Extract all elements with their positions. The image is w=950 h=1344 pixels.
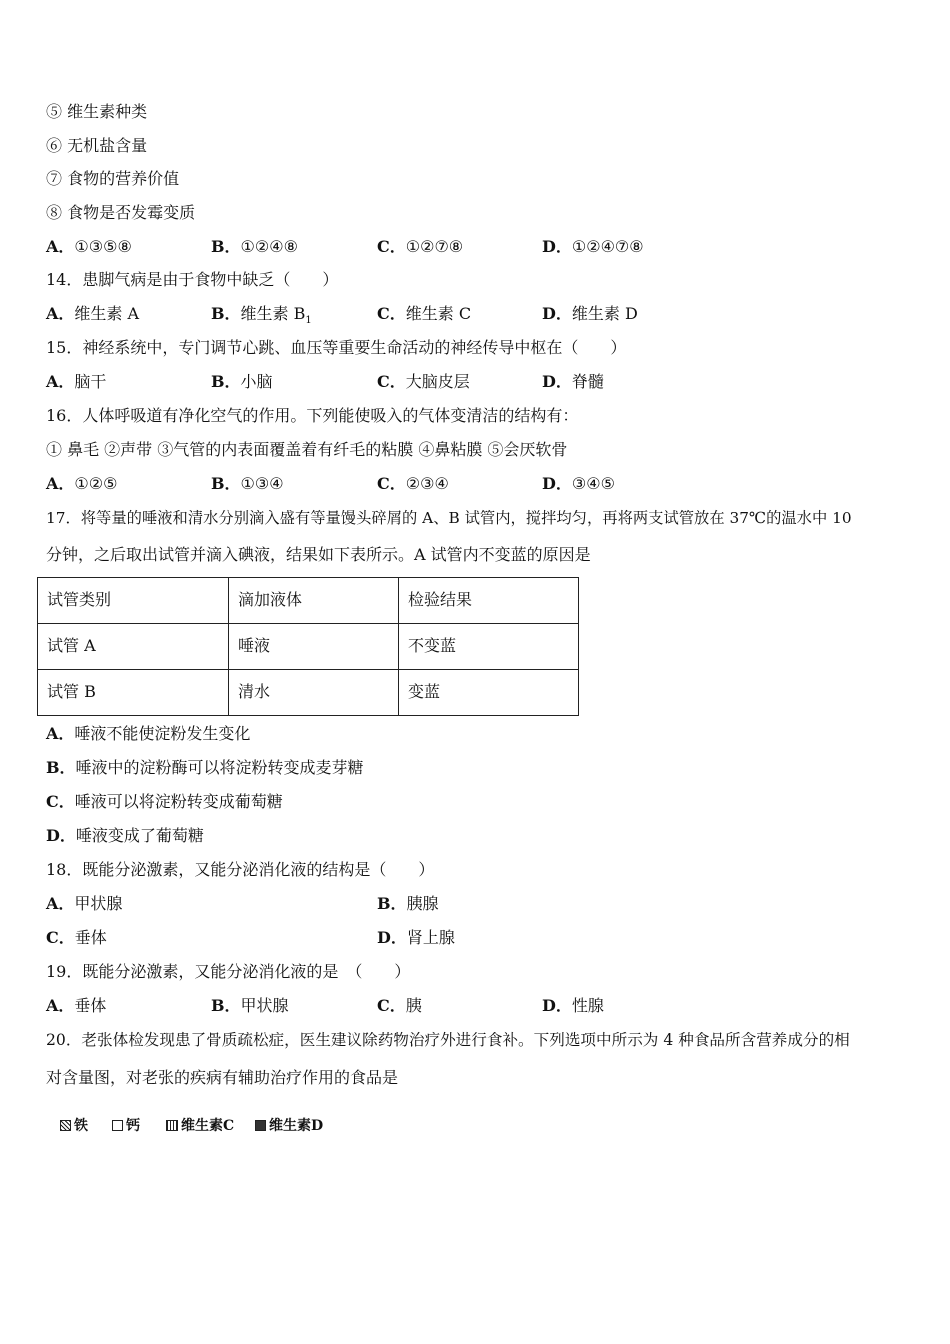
- q16-items: ① 鼻毛 ②声带 ③气管的内表面覆盖着有纤毛的粘膜 ④鼻粘膜 ⑤会厌软骨: [46, 440, 568, 459]
- q15-option-a[interactable]: A．脑干: [46, 372, 107, 391]
- q16-stem: 16．人体呼吸道有净化空气的作用。下列能使吸入的气体变清洁的结构有：: [46, 406, 579, 425]
- q15-stem: 15．神经系统中，专门调节心跳、血压等重要生命活动的神经传导中枢在（ ）: [46, 338, 627, 357]
- q16-option-c[interactable]: C．②③④: [377, 474, 449, 493]
- q17-option-c[interactable]: C．唾液可以将淀粉转变成葡萄糖: [46, 792, 283, 811]
- q16-option-d[interactable]: D．③④⑤: [542, 474, 615, 493]
- table-cell: 试管 B: [38, 670, 229, 716]
- q17-stem-line1: 17．将等量的唾液和清水分别滴入盛有等量馒头碎屑的 A、B 试管内，搅拌均匀，再将两支试管放在 37℃的温水中 10: [46, 509, 852, 527]
- q13-item-5: ⑤ 维生素种类: [46, 102, 148, 121]
- q19-option-d[interactable]: D．性腺: [542, 996, 604, 1015]
- q15-option-c[interactable]: C．大脑皮层: [377, 372, 470, 391]
- q13-item-7: ⑦ 食物的营养价值: [46, 169, 180, 188]
- q20-stem-line1: 20．老张体检发现患了骨质疏松症，医生建议除药物治疗外进行食补。下列选项中所示为 4 种食品所含营养成分的相: [46, 1031, 850, 1049]
- solid-swatch-icon: [255, 1120, 266, 1131]
- q18-option-a[interactable]: A．甲状腺: [46, 894, 123, 913]
- q18-option-c[interactable]: C．垂体: [46, 928, 107, 947]
- striped-swatch-icon: [166, 1120, 178, 1131]
- table-header: 检验结果: [399, 578, 579, 624]
- q17-option-a[interactable]: A．唾液不能使淀粉发生变化: [46, 724, 251, 743]
- q14-option-a[interactable]: A．维生素 A: [46, 304, 140, 323]
- q18-stem: 18．既能分泌激素，又能分泌消化液的结构是（ ）: [46, 860, 435, 879]
- q13-item-6: ⑥ 无机盐含量: [46, 136, 148, 155]
- legend-vitamin-c: 维生素C: [166, 1115, 234, 1135]
- q17-option-d[interactable]: D．唾液变成了葡萄糖: [46, 826, 204, 845]
- q15-option-b[interactable]: B．小脑: [211, 372, 273, 391]
- q19-stem: 19．既能分泌激素，又能分泌消化液的是 （ ）: [46, 962, 411, 981]
- table-header: 滴加液体: [229, 578, 399, 624]
- table-header-row: [38, 578, 579, 624]
- table-cell: 变蓝: [399, 670, 579, 716]
- q19-option-b[interactable]: B．甲状腺: [211, 996, 289, 1015]
- table-cell: 不变蓝: [399, 624, 579, 670]
- q13-option-c[interactable]: C．①②⑦⑧: [377, 237, 464, 256]
- table-header: 试管类别: [38, 578, 229, 624]
- table-row: [38, 624, 579, 670]
- q14-option-b[interactable]: B．维生素 $B_1$: [211, 304, 312, 327]
- q16-option-b[interactable]: B．①③④: [211, 474, 284, 493]
- table-cell: 试管 A: [38, 624, 229, 670]
- q15-option-d[interactable]: D．脊髓: [542, 372, 604, 391]
- q13-option-a[interactable]: A．①③⑤⑧: [46, 237, 132, 256]
- table-cell: 清水: [229, 670, 399, 716]
- empty-swatch-icon: [112, 1120, 123, 1131]
- result-table: [37, 577, 579, 716]
- q14-stem: 14．患脚气病是由于食物中缺乏（ ）: [46, 270, 339, 289]
- q13-option-b[interactable]: B．①②④⑧: [211, 237, 298, 256]
- hatched-swatch-icon: [60, 1120, 71, 1131]
- q19-option-c[interactable]: C．胰: [377, 996, 422, 1015]
- table-row: [38, 670, 579, 716]
- legend-iron: 铁: [60, 1115, 88, 1135]
- legend-vitamin-d: 维生素D: [255, 1115, 323, 1135]
- q13-item-8: ⑧ 食物是否发霉变质: [46, 203, 196, 222]
- q18-option-b[interactable]: B．胰腺: [377, 894, 439, 913]
- q18-option-d[interactable]: D．肾上腺: [377, 928, 455, 947]
- legend-calcium: 钙: [112, 1115, 140, 1135]
- q17-option-b[interactable]: B．唾液中的淀粉酶可以将淀粉转变成麦芽糖: [46, 758, 364, 777]
- q17-stem-line2: 分钟，之后取出试管并滴入碘液，结果如下表所示。A 试管内不变蓝的原因是: [46, 545, 591, 564]
- q14-option-d[interactable]: D．维生素 D: [542, 304, 638, 323]
- q19-option-a[interactable]: A．垂体: [46, 996, 107, 1015]
- q14-option-c[interactable]: C．维生素 C: [377, 304, 472, 323]
- table-cell: 唾液: [229, 624, 399, 670]
- q16-option-a[interactable]: A．①②⑤: [46, 474, 118, 493]
- q20-stem-line2: 对含量图，对老张的疾病有辅助治疗作用的食品是: [46, 1068, 399, 1087]
- q13-option-d[interactable]: D．①②④⑦⑧: [542, 237, 644, 256]
